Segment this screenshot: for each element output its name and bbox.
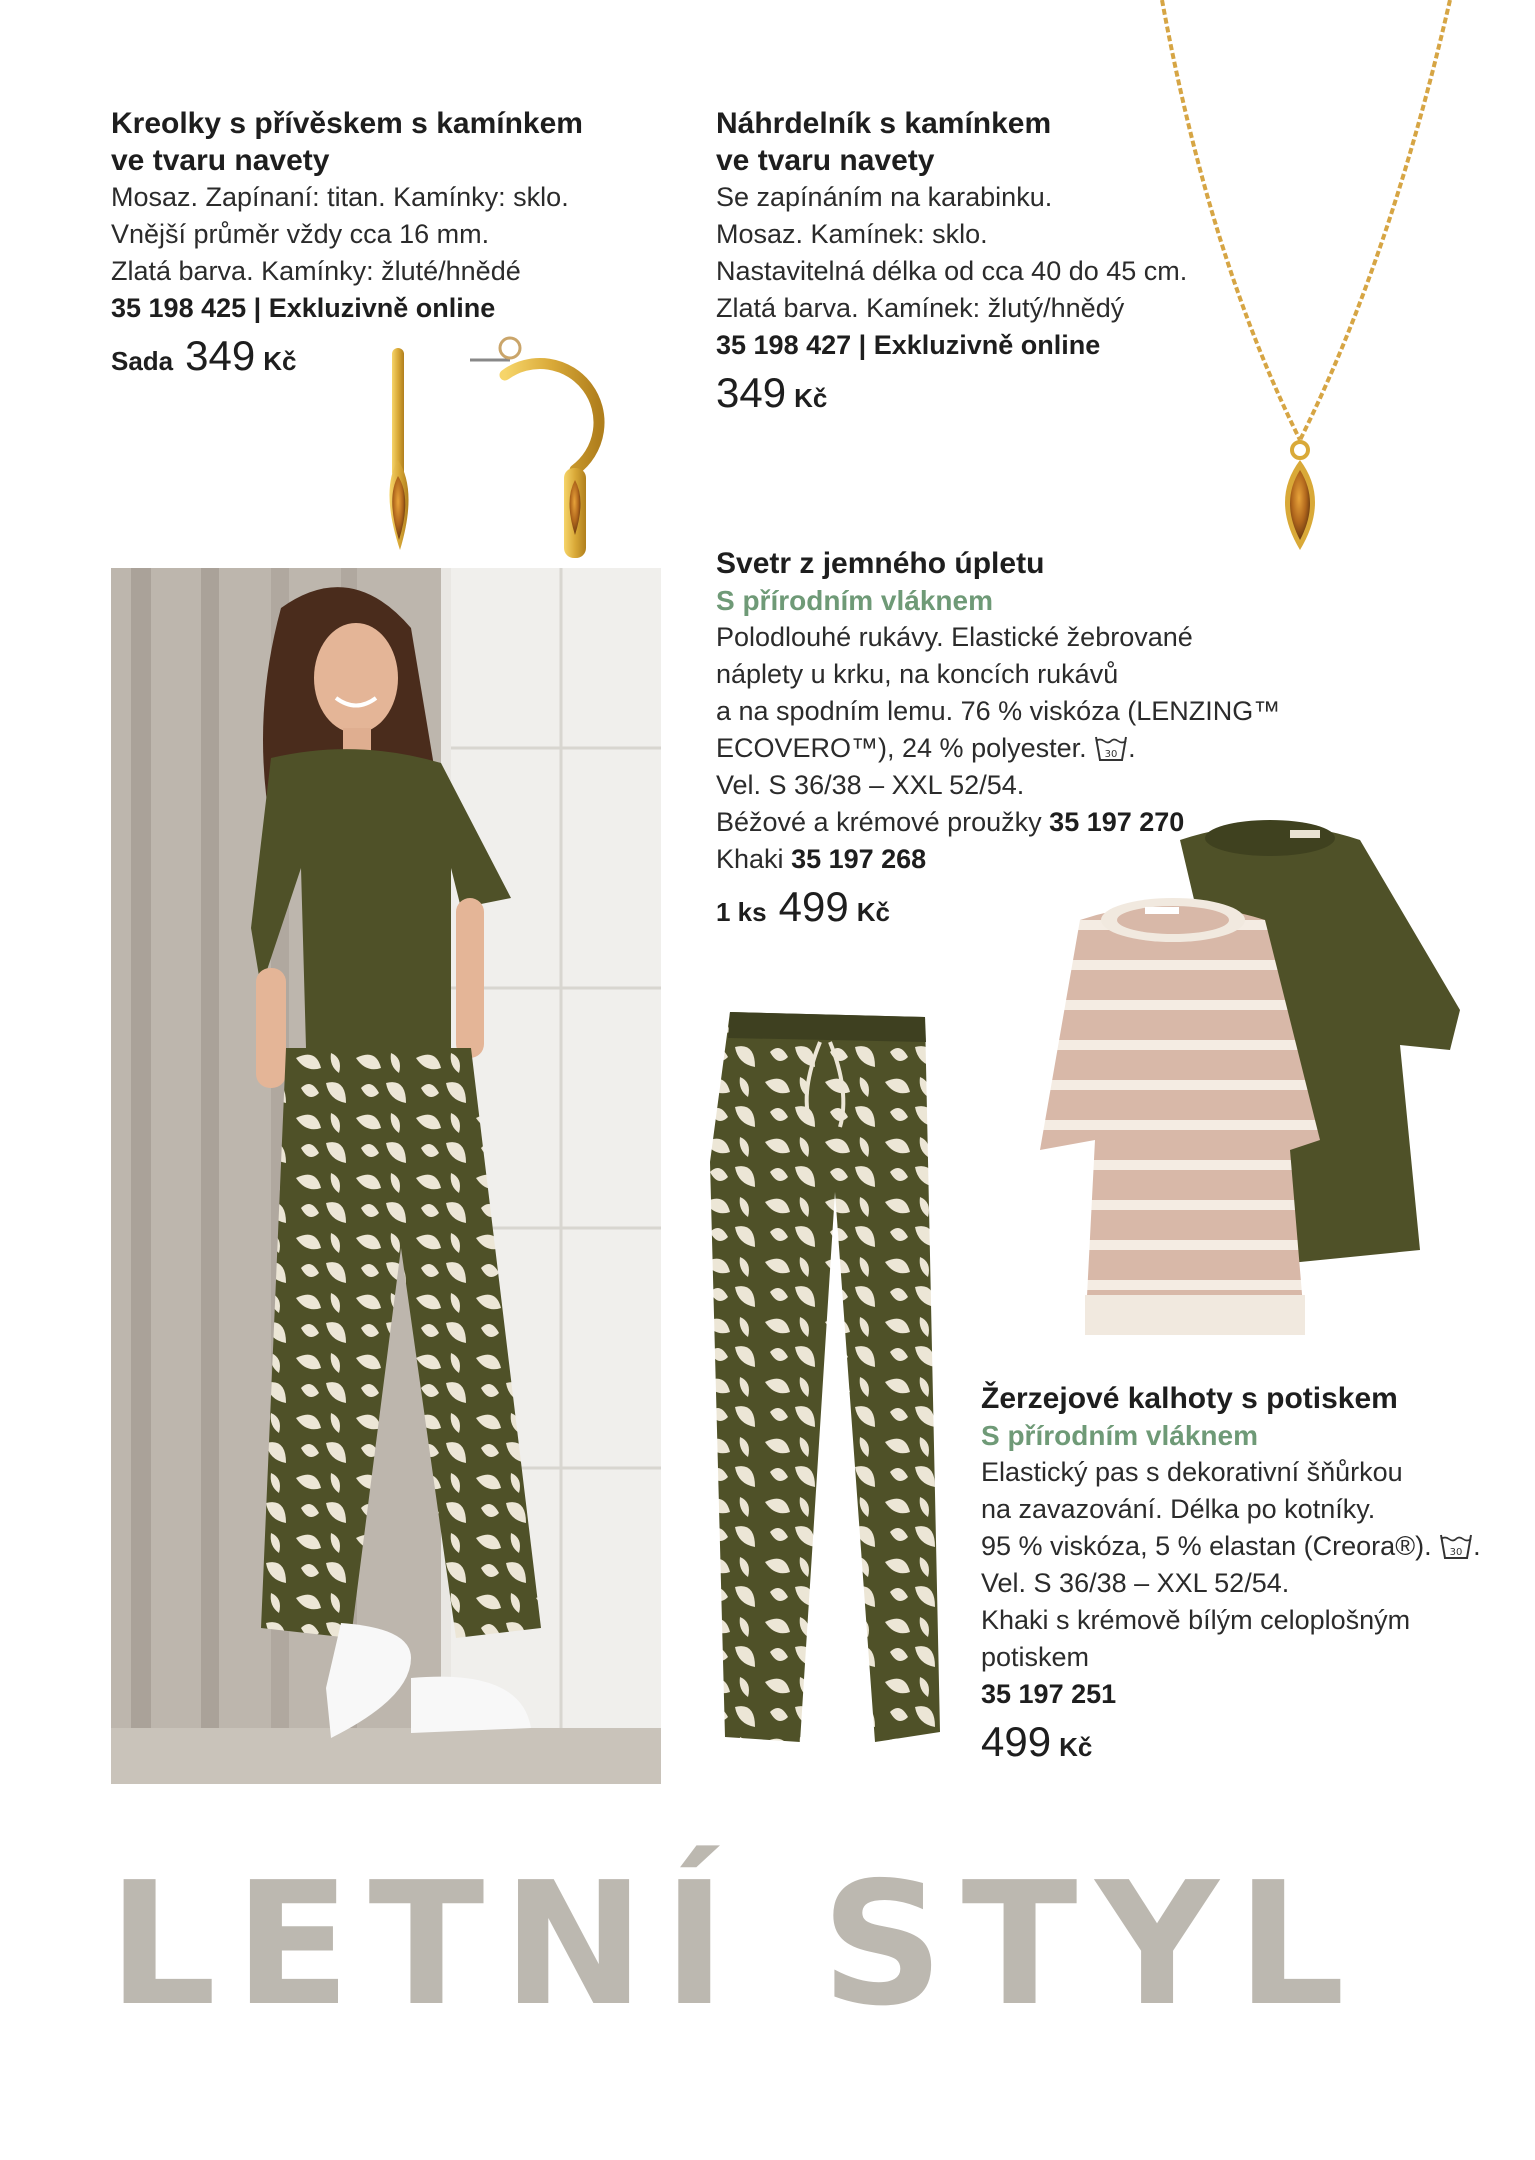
trousers-desc-material: 95 % viskóza, 5 % elastan (Creora®). (981, 1531, 1432, 1561)
sweater-desc-line1: Polodlouhé rukávy. Elastické žebrované (716, 622, 1193, 652)
earrings-desc-line1: Mosaz. Zapínaní: titan. Kamínky: sklo. (111, 182, 569, 212)
trousers-subtitle: S přírodním vláknem (981, 1420, 1258, 1451)
necklace-price-currency: Kč (794, 383, 828, 413)
trousers-desc-line2: na zavazování. Délka po kotníky. (981, 1494, 1376, 1524)
trousers-code: 35 197 251 (981, 1679, 1117, 1709)
sweaters-image (1020, 810, 1480, 1350)
sweater-desc-line2: náplety u krku, na koncích rukávů (716, 659, 1119, 689)
necklace-desc-line4: Zlatá barva. Kamínek: žlutý/hnědý (716, 293, 1125, 323)
sweater-desc-line4: ECOVERO™), 24 % polyester. 30 . (716, 733, 1136, 763)
earrings-price-currency: Kč (263, 346, 297, 376)
earrings-title-line2: ve tvaru navety (111, 144, 330, 177)
trousers-color-line1: Khaki s krémově bílým celoplošným (981, 1605, 1411, 1635)
page-heading: LETNÍ STYL (108, 1846, 1363, 2044)
earrings-image (370, 330, 610, 560)
trousers-sizes: Vel. S 36/38 – XXL 52/54. (981, 1568, 1290, 1598)
trousers-desc-line3: 95 % viskóza, 5 % elastan (Creora®). 30 . (981, 1531, 1481, 1561)
earrings-title-line1: Kreolky s přívěskem s kamínkem (111, 107, 583, 140)
necklace-title-line2: ve tvaru navety (716, 144, 935, 177)
sweater-subtitle: S přírodním vláknem (716, 585, 993, 616)
sweater-desc-material: ECOVERO™), 24 % polyester. (716, 733, 1087, 763)
sweater-price-value: 499 (778, 883, 849, 930)
necklace-price (716, 369, 1187, 417)
sweater-price-prefix: 1 ks (716, 897, 767, 927)
trousers-color-line2: potiskem (981, 1642, 1090, 1672)
wash-30-icon (1094, 733, 1128, 763)
earrings-price-prefix: Sada (111, 346, 174, 376)
necklace-desc-line1: Se zapínáním na karabinku. (716, 182, 1053, 212)
sweater-variant-1-code: 35 197 270 (1049, 807, 1185, 837)
trousers-price (981, 1718, 1481, 1766)
wash-temp-label: 30 (1449, 1547, 1463, 1558)
necklace-price-value: 349 (716, 369, 787, 416)
wash-30-icon (1439, 1531, 1473, 1561)
necklace-code: 35 198 427 | Exkluzivně online (716, 330, 1101, 360)
wash-temp-label: 30 (1104, 749, 1118, 760)
trousers-price-value: 499 (981, 1718, 1052, 1765)
necklace-title-line1: Náhrdelník s kamínkem (716, 107, 1052, 140)
earrings-desc-line3: Zlatá barva. Kamínky: žluté/hnědé (111, 256, 521, 286)
sweater-title: Svetr z jemného úpletu (716, 547, 1045, 580)
necklace-desc-line3: Nastavitelná délka od cca 40 do 45 cm. (716, 256, 1188, 286)
trousers-product-image (700, 1012, 950, 1752)
earrings-desc-line2: Vnější průměr vždy cca 16 mm. (111, 219, 490, 249)
sweater-variant-1-name: Béžové a krémové proužky (716, 807, 1042, 837)
earrings-price-value: 349 (185, 332, 256, 379)
sweater-price-currency: Kč (856, 897, 890, 927)
trousers-desc-line1: Elastický pas s dekorativní šňůrkou (981, 1457, 1403, 1487)
sweater-desc-line3: a na spodním lemu. 76 % viskóza (LENZING™ (716, 696, 1281, 726)
trousers-info (981, 1380, 1481, 1766)
trousers-price-currency: Kč (1059, 1732, 1093, 1762)
trousers-title: Žerzejové kalhoty s potiskem (981, 1382, 1398, 1415)
necklace-desc-line2: Mosaz. Kamínek: sklo. (716, 219, 988, 249)
sweater-variant-2-code: 35 197 268 (791, 844, 927, 874)
necklace-image (1150, 0, 1470, 560)
sweater-variant-2-name: Khaki (716, 844, 784, 874)
model-photo (111, 568, 661, 1784)
necklace-info (716, 105, 1187, 417)
earrings-code: 35 198 425 | Exkluzivně online (111, 293, 496, 323)
sweater-sizes: Vel. S 36/38 – XXL 52/54. (716, 770, 1025, 800)
